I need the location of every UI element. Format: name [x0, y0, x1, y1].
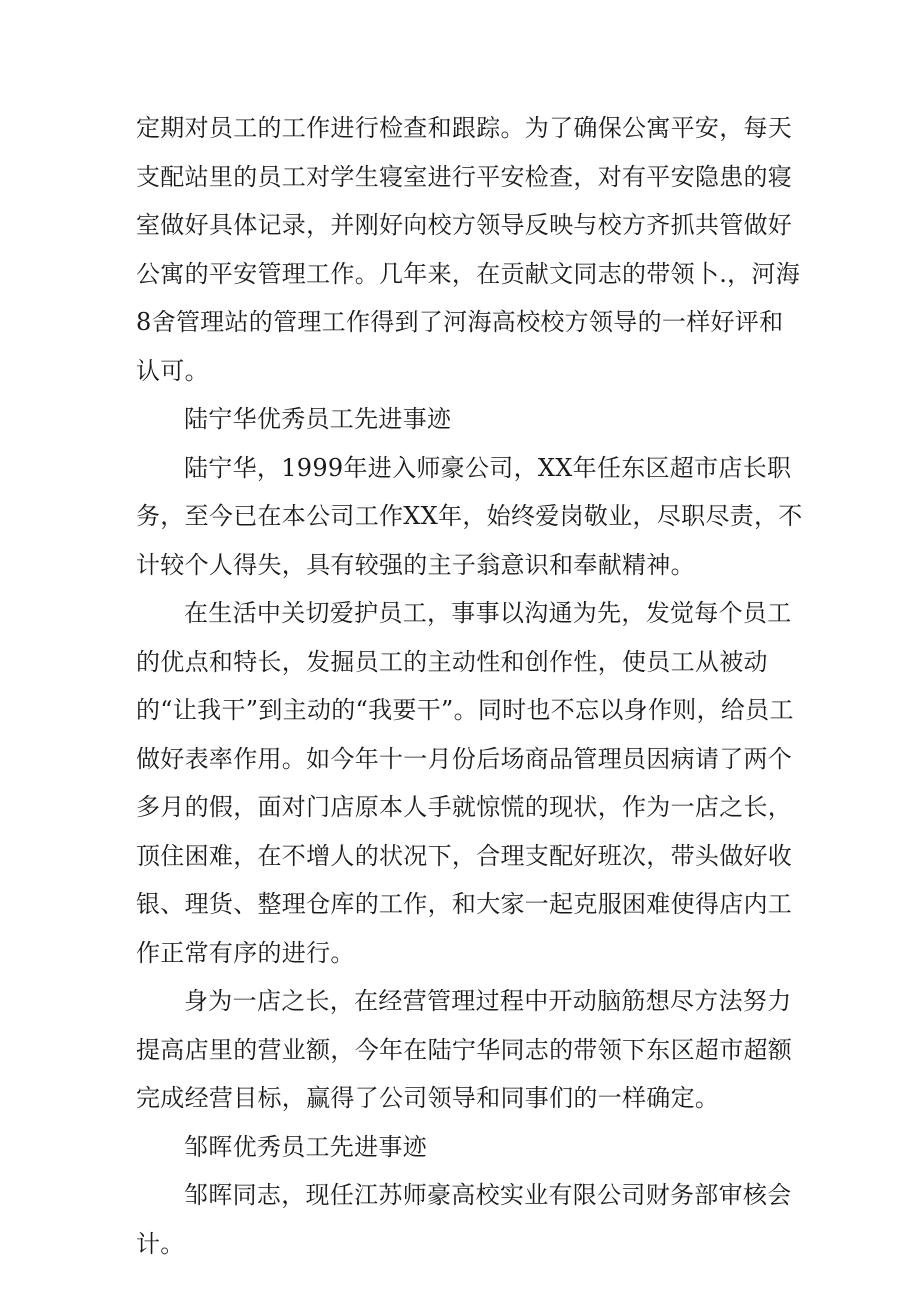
document-body [136, 104, 806, 1268]
paragraph-lu-ninghua-operations: 身为一店之长，在经营管理过程中开动脑筋想尽方法努力提高店里的营业额，今年在陆宁华同志的带领下东区超市超额完成经营目标，赢得了公司领导和同事们的一样确定。 [136, 987, 793, 1112]
paragraph-apartment-management: 定期对员工的工作进行检查和跟踪。为了确保公寓平安，每天支配站里的员工对学生寝室进行平安检查，对有平安隐患的寝室做好具体记录，并刚好向校方领导反映与校方齐抓共管做好公寓的平安管理工作。几年来，在贡献文同志的带领卜.，河海8舍管理站的管理工作得到了河海高校校方领导的一样好评和认可。 [136, 114, 801, 385]
section-heading-zou-hui: 邹晖优秀员工先进事迹 [184, 1132, 427, 1161]
section-heading-lu-ninghua: 陆宁华优秀员工先进事迹 [184, 405, 452, 433]
paragraph-zou-hui-intro: 邹晖同志，现任江苏师豪高校实业有限公司财务部审核会计。 [136, 1181, 792, 1258]
paragraph-lu-ninghua-intro: 陆宁华，1999年进入师豪公司，XX年任东区超市店长职务，至今已在本公司工作XX年，始终爱岗敬业，尽职尽责，不计较个人得失，具有较强的主子翁意识和奉献精神。 [136, 453, 803, 579]
paragraph-lu-ninghua-staff-care: 在生活中关切爱护员工，事事以沟通为先，发觉每个员工的优点和特长，发掘员工的主动性和创作性，使员工从被动的“让我干”到主动的“我要干”。同时也不忘以身作则，给员工做好表率作用。如今年十一月份后场商品管理员因病请了两个多月的假，面对门店原本人手就惊慌的现状，作为一店之长，顶住困难，在不增人的状况下，合理支配好班次，带头做好收银、理货、整理仓库的工作，和大家一起克服困难使得店内工作正常有序的进行。 [136, 599, 794, 967]
